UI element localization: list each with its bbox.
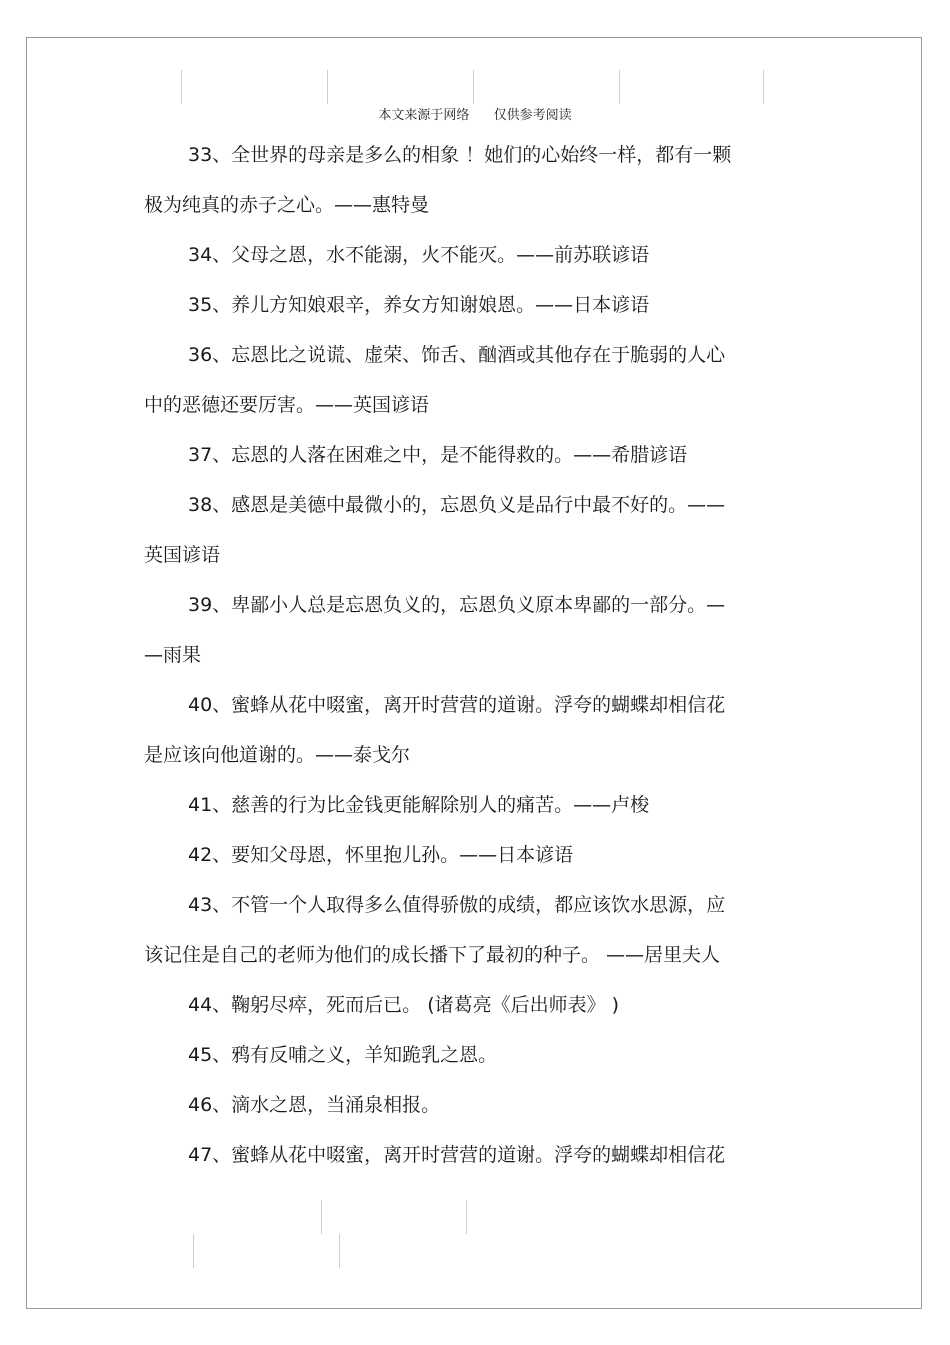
- header-guide-line: [619, 70, 620, 104]
- header-guide-line: [181, 70, 182, 104]
- text-line: 39、卑鄙小人总是忘恩负义的，忘恩负义原本卑鄙的一部分。—: [188, 594, 726, 616]
- text-line: 43、不管一个人取得多么值得骄傲的成绩，都应该饮水思源，应: [188, 894, 726, 916]
- text-line: 45、鸦有反哺之义，羊知跪乳之恩。: [188, 1044, 498, 1066]
- header-reference-note: 仅供参考阅读: [493, 108, 572, 123]
- header-source-note: 本文来源于网络: [378, 108, 470, 123]
- text-line: 34、父母之恩，水不能溺，火不能灭。——前苏联谚语: [188, 244, 650, 266]
- text-line: 33、全世界的母亲是多么的相象 ！她们的心始终一样，都有一颗: [188, 144, 732, 166]
- text-line: 该记住是自己的老师为他们的成长播下了最初的种子。 ——居里夫人: [144, 944, 721, 966]
- header-guide-line: [763, 70, 764, 104]
- footer-guide-line: [339, 1234, 340, 1268]
- footer-guide-line: [193, 1234, 194, 1268]
- page-header: [0, 104, 950, 123]
- quote-list: [144, 130, 804, 1180]
- header-guide-line: [327, 70, 328, 104]
- text-line: 42、要知父母恩，怀里抱儿孙。——日本谚语: [188, 844, 574, 866]
- text-line: 35、养儿方知娘艰辛，养女方知谢娘恩。——日本谚语: [188, 294, 650, 316]
- footer-guide-line: [321, 1200, 322, 1234]
- text-line: 38、感恩是美德中最微小的，忘恩负义是品行中最不好的。——: [188, 494, 726, 516]
- text-line: 英国谚语: [144, 544, 221, 566]
- text-line: 极为纯真的赤子之心。——惠特曼: [144, 194, 430, 216]
- text-line: —雨果: [144, 644, 202, 666]
- text-line: 46、滴水之恩，当涌泉相报。: [188, 1094, 441, 1116]
- text-line: 37、忘恩的人落在困难之中，是不能得救的。——希腊谚语: [188, 444, 688, 466]
- text-line: 是应该向他道谢的。——泰戈尔: [144, 744, 411, 766]
- text-line: 40、蜜蜂从花中啜蜜，离开时营营的道谢。浮夸的蝴蝶却相信花: [188, 694, 726, 716]
- text-line: 36、忘恩比之说谎、虚荣、饰舌、酗酒或其他存在于脆弱的人心: [188, 344, 726, 366]
- header-guide-line: [473, 70, 474, 104]
- footer-guide-line: [466, 1200, 467, 1234]
- text-line: 44、鞠躬尽瘁，死而后已。 (诸葛亮《后出师表》 ): [188, 994, 620, 1016]
- text-line: 41、慈善的行为比金钱更能解除别人的痛苦。——卢梭: [188, 794, 650, 816]
- text-line: 47、蜜蜂从花中啜蜜，离开时营营的道谢。浮夸的蝴蝶却相信花: [188, 1144, 726, 1166]
- text-line: 中的恶德还要厉害。——英国谚语: [144, 394, 430, 416]
